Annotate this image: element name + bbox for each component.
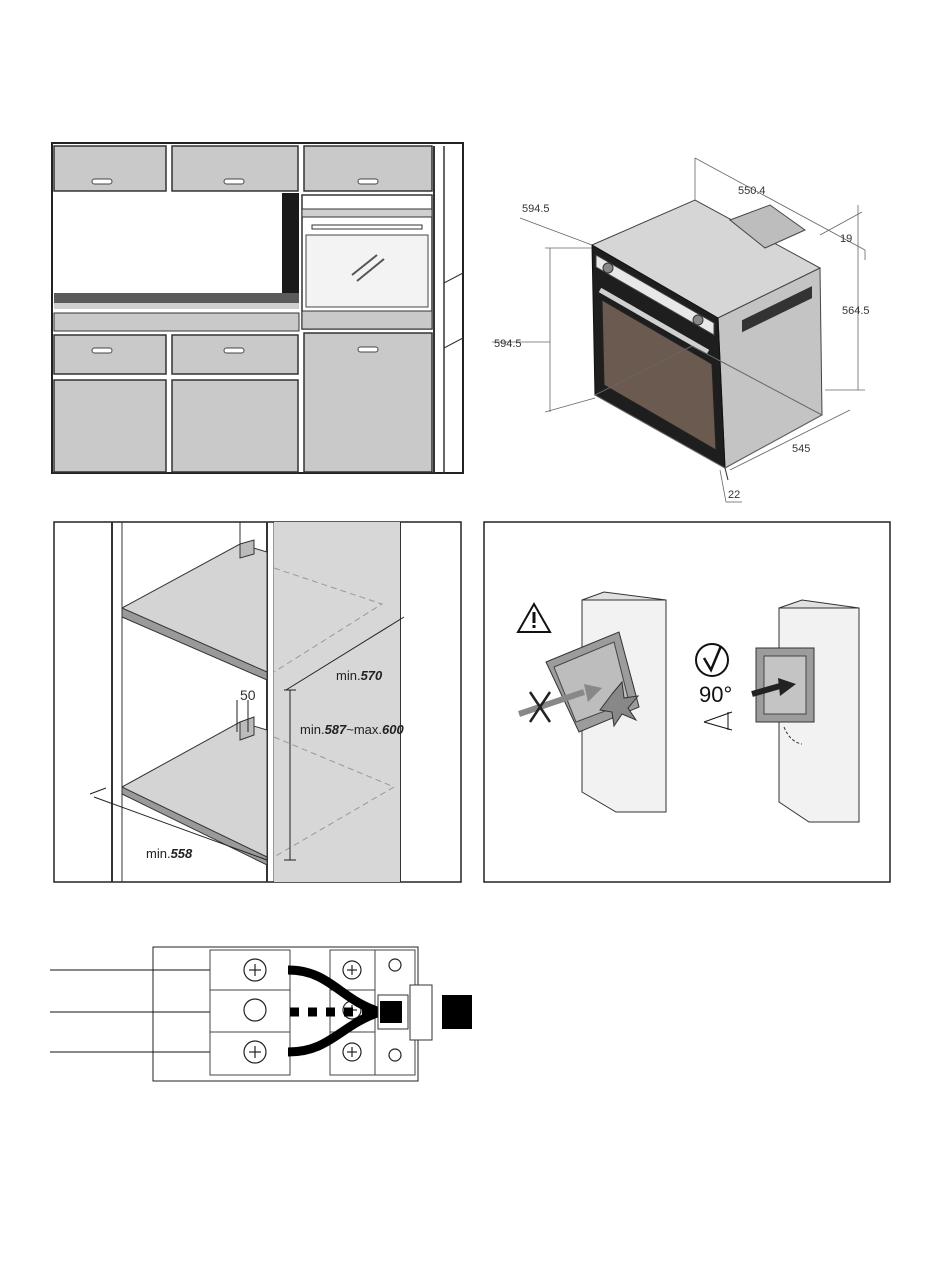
- dim-height-side: 564.5: [842, 305, 870, 317]
- dim-depth: 545: [792, 443, 811, 455]
- kitchen-cabinet-illustration: [52, 143, 464, 474]
- oven-body: [592, 200, 822, 480]
- dim-door-thickness: 22: [728, 489, 741, 501]
- terminal-block-wiring: [50, 945, 480, 1085]
- built-in-oven: [302, 195, 432, 329]
- dim-width-top: 550.4: [738, 185, 766, 197]
- dim-height-label: min.587~max.600: [300, 722, 404, 737]
- niche-dimensions-drawing: [54, 522, 462, 883]
- dim-back-gap: 19: [840, 233, 853, 245]
- dim-vent-gap: 50: [240, 687, 256, 703]
- checkmark-circle-icon: [696, 644, 728, 676]
- upper-cabinet-row: [54, 146, 432, 191]
- dim-width-front: 594.5: [522, 203, 550, 215]
- dim-width-label: min.558: [146, 846, 193, 861]
- angle-label: 90°: [699, 682, 733, 707]
- dim-depth-label: min.570: [336, 668, 383, 683]
- oven-dimensions-drawing: [480, 150, 900, 510]
- lower-cabinet-row: [54, 333, 432, 472]
- installation-direction-drawing: [484, 522, 891, 883]
- dim-height-front: 594.5: [494, 338, 522, 350]
